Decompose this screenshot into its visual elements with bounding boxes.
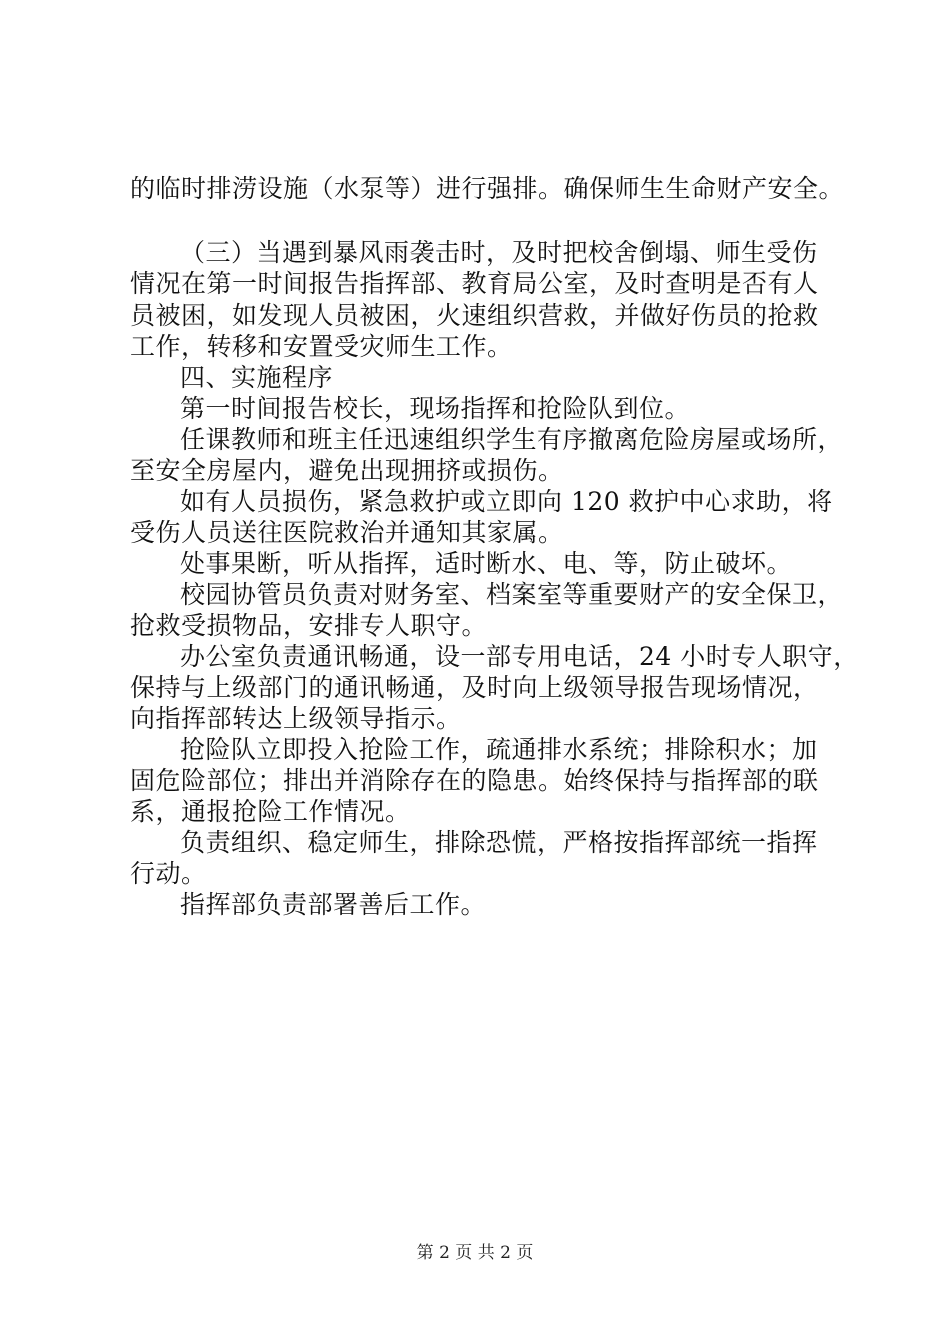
page-number-footer: 第 2 页 共 2 页	[416, 1243, 534, 1263]
paragraph-line: 行动。	[130, 859, 207, 888]
paragraph-line: 抢救受损物品，安排专人职守。	[130, 611, 488, 640]
paragraph-line: 办公室负责通讯畅通，设一部专用电话，24 小时专人职守，	[180, 642, 859, 671]
paragraph-line: 抢险队立即投入抢险工作，疏通排水系统；排除积水；加	[180, 735, 818, 764]
paragraph-line: 系，通报抢险工作情况。	[130, 797, 411, 826]
paragraph-line: 任课教师和班主任迅速组织学生有序撤离危险房屋或场所，	[180, 425, 844, 454]
paragraph-line: 工作，转移和安置受灾师生工作。	[130, 332, 513, 361]
paragraph-line: 受伤人员送往医院救治并通知其家属。	[130, 518, 564, 547]
section-heading: 四、实施程序	[180, 363, 334, 392]
paragraph-line: 固危险部位；排出并消除存在的隐患。始终保持与指挥部的联	[130, 766, 819, 795]
paragraph-line: 情况在第一时间报告指挥部、教育局公室，及时查明是否有人	[130, 269, 819, 298]
paragraph-line: （三）当遇到暴风雨袭击时，及时把校舍倒塌、师生受伤	[180, 238, 818, 267]
paragraph-line: 保持与上级部门的通讯畅通，及时向上级领导报告现场情况，	[130, 673, 819, 702]
paragraph-line: 处事果断，听从指挥，适时断水、电、等，防止破坏。	[180, 549, 793, 578]
paragraph-line: 校园协管员负责对财务室、档案室等重要财产的安全保卫，	[180, 580, 844, 609]
paragraph-line: 如有人员损伤，紧急救护或立即向 120 救护中心求助，将	[180, 487, 833, 516]
paragraph-line: 的临时排涝设施（水泵等）进行强排。确保师生生命财产安全。	[130, 174, 845, 203]
paragraph-line: 负责组织、稳定师生，排除恐慌，严格按指挥部统一指挥	[180, 828, 818, 857]
paragraph-line: 指挥部负责部署善后工作。	[180, 890, 487, 919]
paragraph-line: 至安全房屋内，避免出现拥挤或损伤。	[130, 456, 564, 485]
paragraph-line: 员被困，如发现人员被困，火速组织营救，并做好伤员的抢救	[130, 301, 819, 330]
paragraph-line: 向指挥部转达上级领导指示。	[130, 704, 462, 733]
paragraph-line: 第一时间报告校长，现场指挥和抢险队到位。	[180, 394, 691, 423]
